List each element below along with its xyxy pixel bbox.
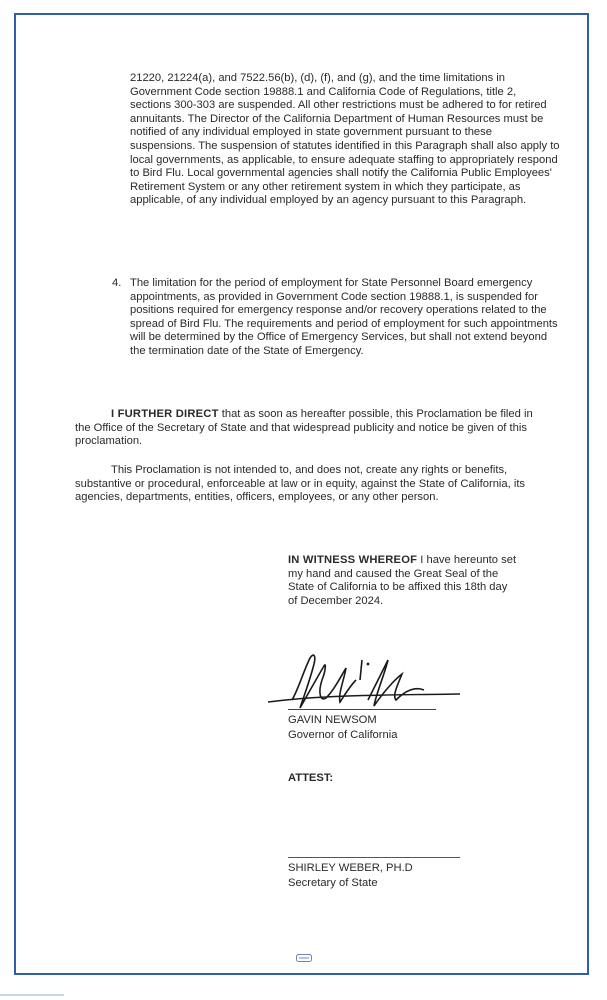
scan-edge-mark [0, 994, 64, 996]
secretary-signature-line [288, 857, 460, 858]
handwritten-signature-icon [264, 650, 464, 718]
governor-title: Governor of California [288, 729, 398, 741]
continued-paragraph: 21220, 21224(a), and 7522.56(b), (d), (f), and (g), and the time limitations in Government Code section 19888.1 and California Code of Regulations, title 2, sections 300-303 are suspended. All other restrictions must be adhered to for retired annuitants. The Director of the California Department of Human Resources must be notified of any individual employed in state government pursuant to these suspensions. The suspension of statutes identified in this Paragraph shall also apply to local governments, as applicable, to ensure adequate staffing to appropriately respond to Bird Flu. Local governmental agencies shall notify the California Public Employees' Retirement System or any other retirement system in which they participate, as applicable, of any individual employed by an agency pursuant to this Paragraph. [130, 72, 560, 207]
governor-signature-block [288, 650, 488, 745]
secretary-title: Secretary of State [288, 877, 378, 889]
governor-signature-line [288, 709, 436, 710]
seal-mark-icon [296, 954, 312, 962]
further-direct-paragraph [75, 408, 540, 449]
further-direct-text: that as soon as hereafter possible, this Proclamation be filed in the Office of the Secretary of State and that widespread publicity and notice be given of this proclamation. [75, 408, 533, 448]
governor-name: GAVIN NEWSOM [288, 714, 377, 726]
item-4-number: 4. [112, 277, 122, 289]
further-direct-lead: I FURTHER DIRECT [111, 408, 219, 420]
item-4-text: The limitation for the period of employment for State Personnel Board emergency appointments, as provided in Government Code section 19888.1, is suspended for positions required for emergency response and/or recovery operations related to the spread of Bird Flu. The requirements and period of employment for such appointments will be determined by the Office of Emergency Services, but shall not extend beyond the termination date of the State of Emergency. [130, 277, 558, 357]
witness-paragraph [288, 554, 518, 608]
witness-lead: IN WITNESS WHEREOF [288, 554, 418, 566]
secretary-name: SHIRLEY WEBER, PH.D [288, 862, 413, 874]
disclaimer-paragraph: This Proclamation is not intended to, and does not, create any rights or benefits, substantive or procedural, enforceable at law or in equity, against the State of California, its agencies, departments, entities, officers, employees, or any other person. [75, 464, 526, 504]
attest-label: ATTEST: [288, 772, 334, 784]
witness-text: I have hereunto set my hand and caused the Great Seal of the State of California to be affixed this 18th day of December 2024. [288, 554, 517, 607]
